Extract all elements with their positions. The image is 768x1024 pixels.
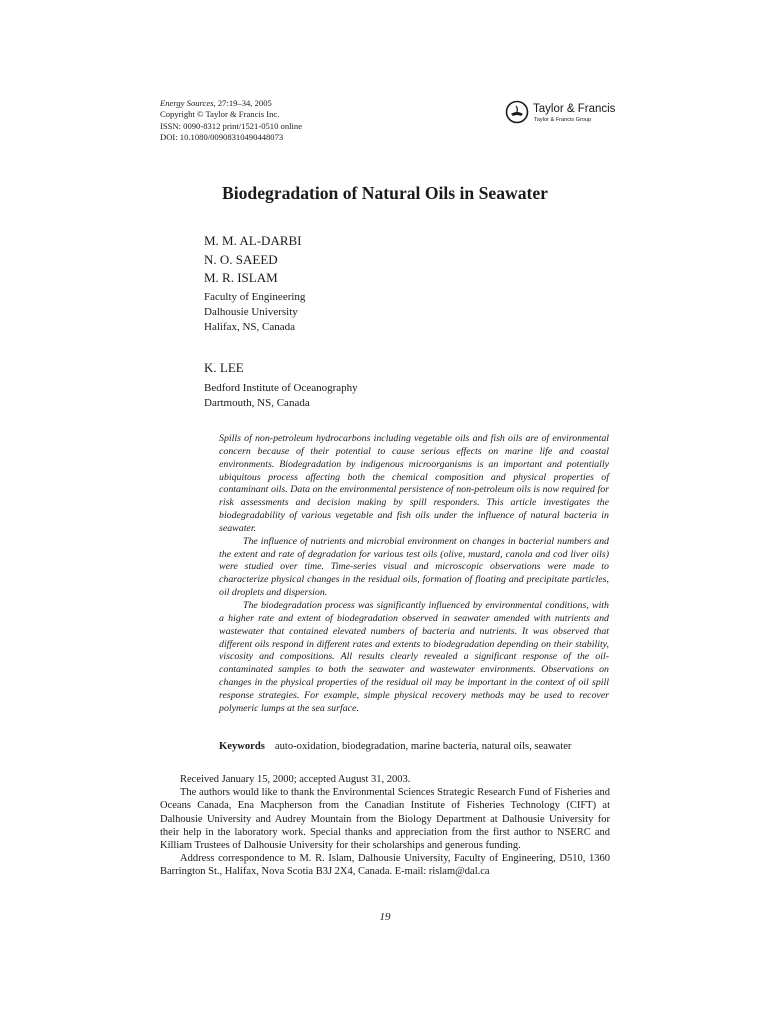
affiliation-line: Dalhousie University — [204, 306, 298, 319]
copyright-line: Copyright © Taylor & Francis Inc. — [160, 109, 280, 120]
footnotes — [160, 773, 610, 879]
abstract — [219, 433, 609, 716]
publisher-name: Taylor & Francis — [533, 103, 616, 115]
affiliation-dalhousie — [204, 290, 305, 336]
page-number: 19 — [379, 911, 391, 923]
journal-metadata — [160, 98, 302, 144]
journal-citation — [160, 98, 302, 109]
author-name: M. M. AL-DARBI — [204, 233, 302, 248]
affiliation-line: Faculty of Engineering — [204, 291, 306, 303]
author-name: N. O. SAEED — [204, 251, 278, 267]
correspondence-address: Address correspondence to M. R. Islam, Dalhousie University, Faculty of Engineering, D510, 1360 Barrington St., Halifax, Nova Scotia B3J 2X4, Canada. E-mail: rislam@dal.ca — [160, 853, 610, 878]
affiliation-line: Bedford Institute of Oceanography — [204, 382, 358, 394]
abstract-paragraph: Spills of non-petroleum hydrocarbons including vegetable oils and fish oils are of environmental concern because of their potential to cause serious effects on marine life and coastal environments. Biodegradation by indigenous microorganisms is an important and potentially ubiquitous process affecting both the chemical composition and physical properties of contaminant oils. Data on the environmental persistence of non-petroleum oils is now required for risk assessments and decision making by spill responders. This article investigates the biodegradability of various vegetable and fish oils under the influence of natural bacteria in seawater. — [219, 433, 609, 534]
acknowledgements: The authors would like to thank the Environmental Sciences Strategic Research Fund of Fisheries and Oceans Canada, Ena Macpherson from the Canadian Institute of Fisheries Technology (CIFT) at Dalhousie University and Audrey Mountain from the Biology Department at Dalhousie University for their help in the laboratory work. Special thanks and appreciation from the first author to NSERC and Killiam Trustees of Dalhousie University for their scholarships and generous funding. — [160, 787, 610, 852]
issn-line: ISSN: 0090-8312 print/1521-0510 online — [160, 120, 303, 131]
keywords — [219, 741, 571, 752]
author-list — [204, 232, 302, 288]
abstract-paragraph: The biodegradation process was significantly influenced by environmental conditions, with a higher rate and extent of biodegradation observed in seawater amended with nutrients and wastewater that contained elevated numbers of bacteria and nutrients. It was observed that different oils respond in different rates and extents to biodegradation depending on their stability, viscosity and compositions. All results clearly revealed a significant response of the oil-contaminated samples to both the seawater and wastewater environments. Observations on changes in the physical properties of the residual oil may be important in the context of oil spill response strategies. For example, simple physical recovery methods may be used to recover polymeric lumps at the sea surface. — [219, 599, 609, 714]
journal-volume: , 27:19–34, 2005 — [213, 98, 272, 108]
affiliation-line: Dartmouth, NS, Canada — [204, 397, 310, 410]
keywords-label: Keywords — [219, 741, 265, 752]
abstract-paragraph: The influence of nutrients and microbial environment on changes in bacterial numbers and the extent and rate of degradation for various test oils (olive, mustard, canola and cod liver oils) were studied over time. Time-series visual and microscopic observations were made to characterize physical changes in the residual oils, formation of floating and precipitate particles, oil droplets and dispersion. — [219, 535, 609, 599]
author-name: K. LEE — [204, 360, 244, 375]
publisher-logo — [505, 100, 635, 130]
doi-line: DOI: 10.1080/00908310490448073 — [160, 132, 284, 143]
keywords-text: auto-oxidation, biodegradation, marine bacteria, natural oils, seawater — [274, 741, 572, 752]
publisher-lamp-icon — [505, 100, 529, 124]
publisher-group: Taylor & Francis Group — [534, 117, 592, 123]
journal-name: Energy Sources — [160, 98, 214, 108]
affiliation-line: Halifax, NS, Canada — [204, 321, 296, 334]
author-name: M. R. ISLAM — [204, 270, 278, 285]
article-title: Biodegradation of Natural Oils in Seawater — [222, 183, 548, 203]
received-dates: Received January 15, 2000; accepted August 31, 2003. — [180, 774, 411, 785]
affiliation-bedford — [204, 381, 358, 411]
